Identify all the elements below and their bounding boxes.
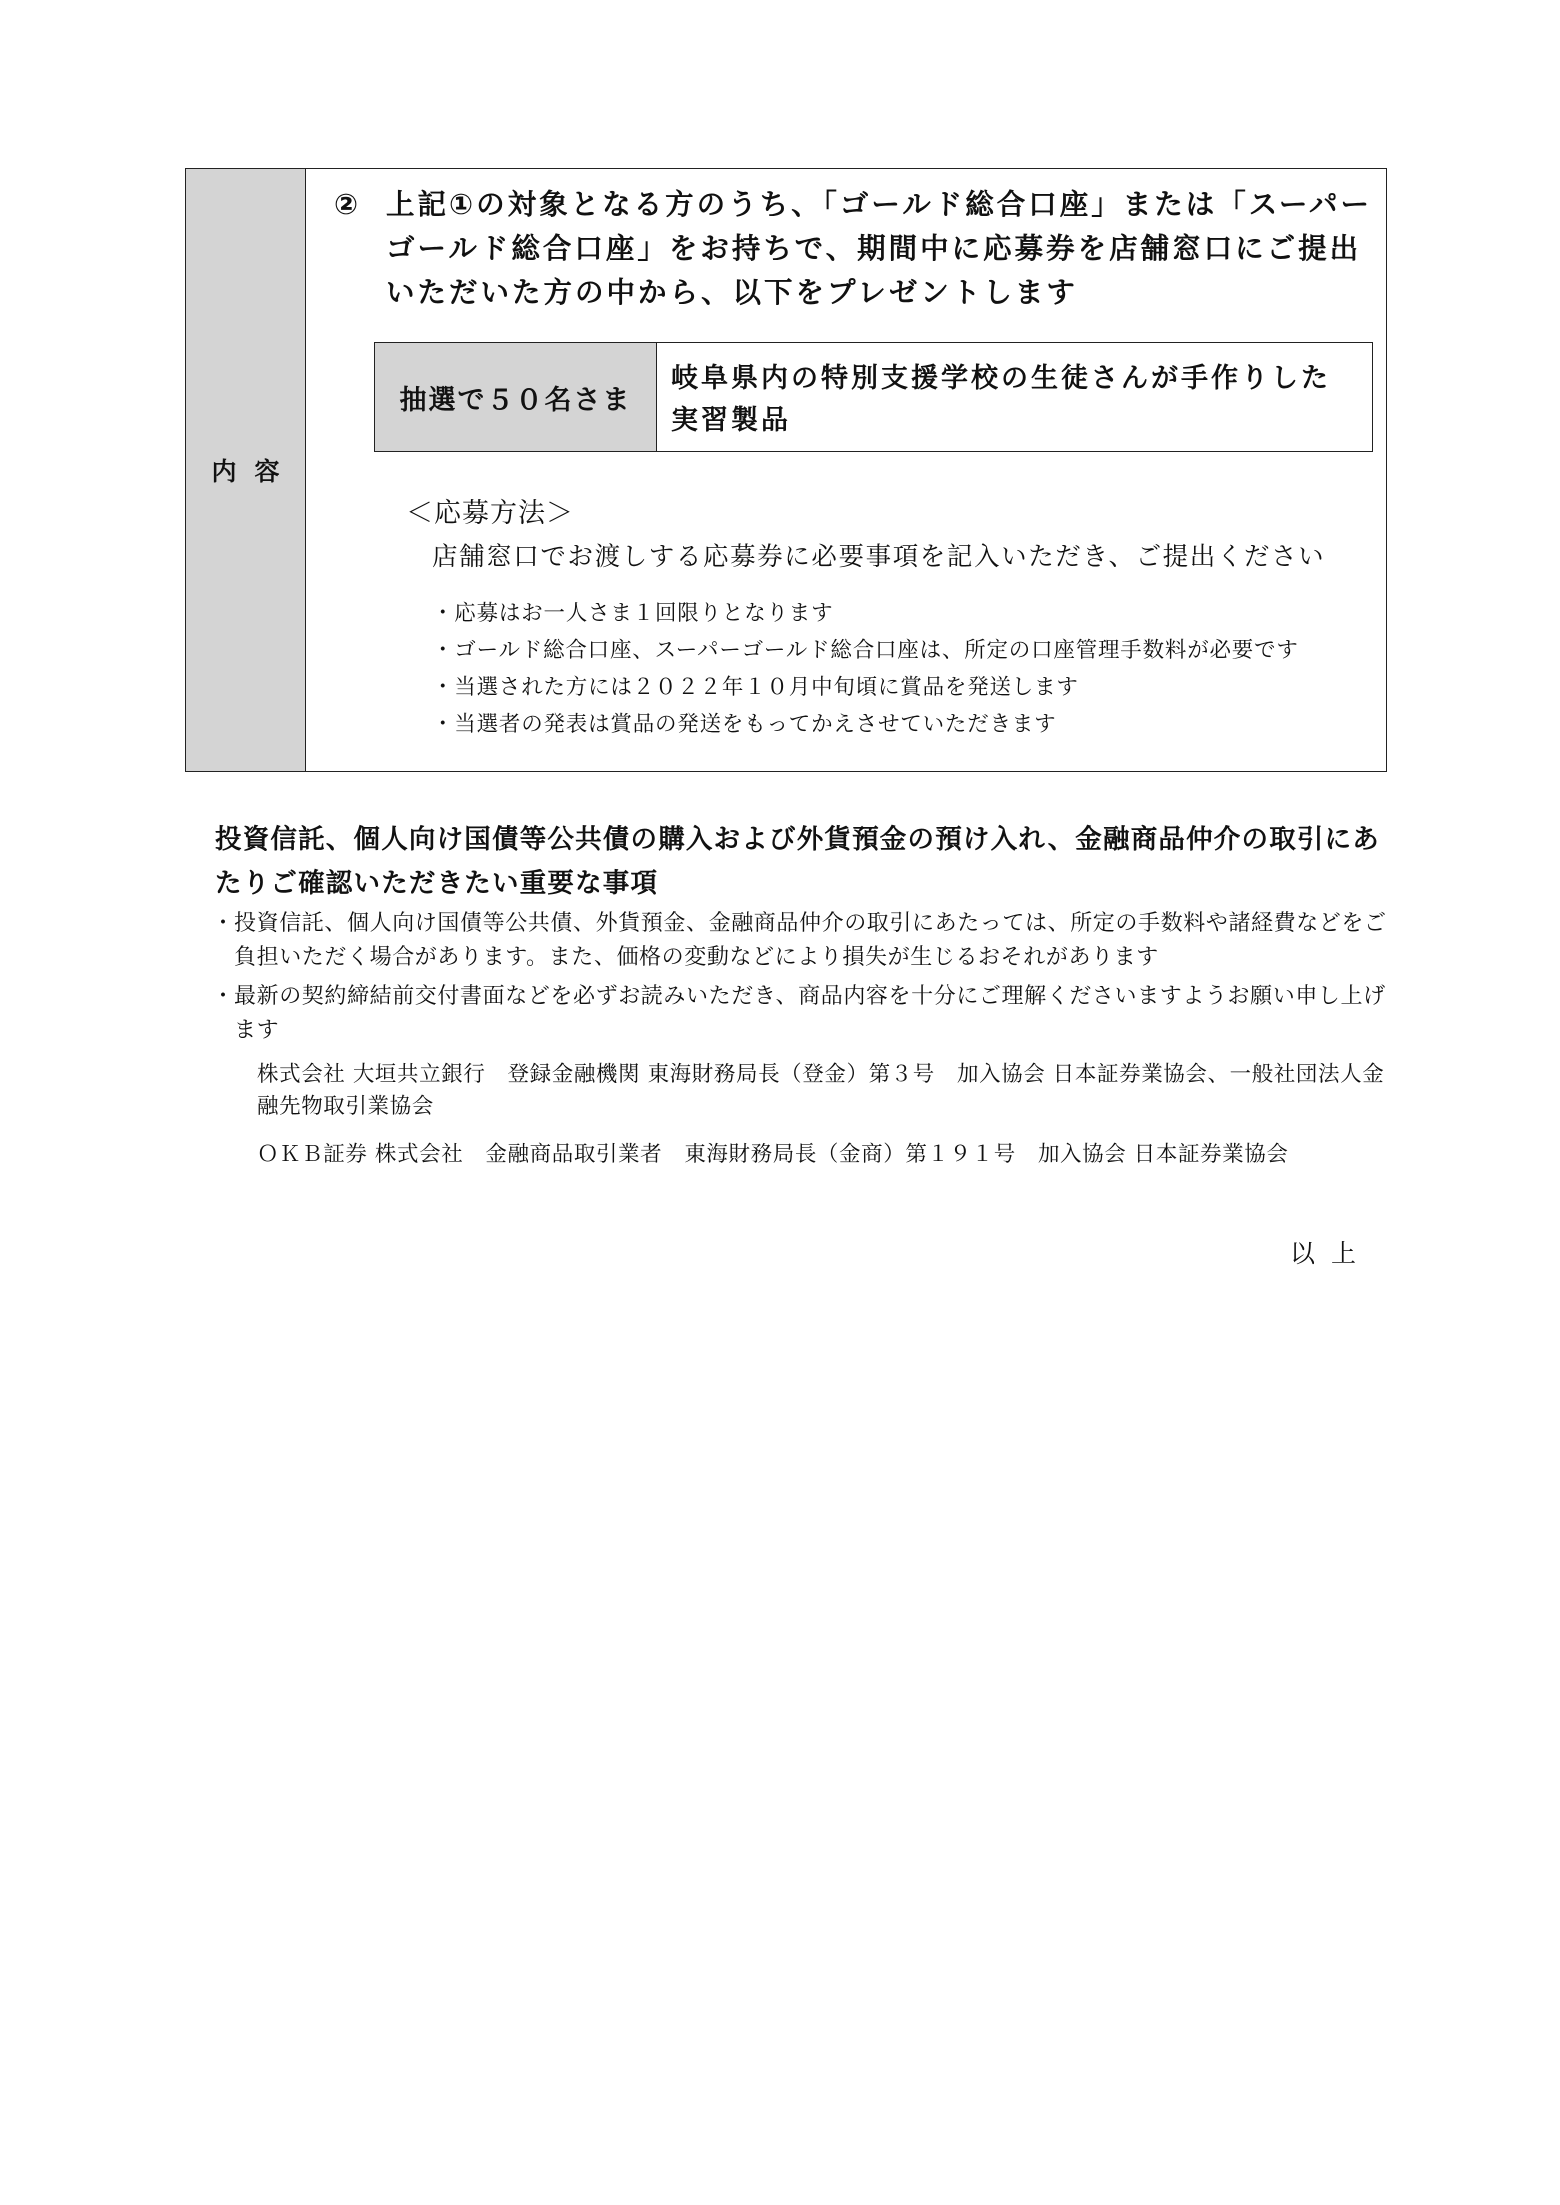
item-text: 上記①の対象となる方のうち、「ゴールド総合口座」または「スーパーゴールド総合口座」をお持ちで、期間中に応募券を店舗窓口にご提出いただいた方の中から、以下をプレゼントします [386, 188, 1372, 309]
method-text: 店舗窓口でお渡しする応募券に必要事項を記入いただき、ご提出ください [432, 542, 1326, 572]
item-heading [334, 183, 1374, 315]
table-label: 内容 [211, 457, 298, 486]
disclaimer-item [212, 907, 1387, 975]
method-title: ＜応募方法＞ [406, 498, 574, 529]
content-table [185, 168, 1387, 772]
note-item: ・ゴールド総合口座、スーパーゴールド総合口座は、所定の口座管理手数料が必要です [432, 638, 1299, 663]
closing-mark: 以上 [1290, 1239, 1373, 1268]
disclaimer-text: 投資信託、個人向け国債等公共債、外貨預金、金融商品仲介の取引にあたっては、所定の手数料や諸経費などをご負担いただく場合があります。また、価格の変動などにより損失が生じるおそれがあります [234, 911, 1387, 970]
disclaimer-item [212, 980, 1387, 1048]
prize-quantity: 抽選で５０名さま [375, 343, 657, 451]
note-item: ・応募はお一人さま１回限りとなります [432, 601, 834, 626]
company-info-securities: ＯＫＢ証券 株式会社 金融商品取引業者 東海財務局長（金商）第１９１号 加入協会 日本証券業協会 [257, 1142, 1289, 1167]
disclaimer-list [212, 907, 1387, 1053]
item-number: ② [334, 188, 362, 221]
notes-list [432, 595, 1299, 743]
disclaimer-text: 最新の契約締結前交付書面などを必ずお読みいただき、商品内容を十分にご理解くださいますようお願い申し上げます [234, 984, 1386, 1043]
table-body-cell [306, 169, 1386, 771]
note-item: ・当選者の発表は賞品の発送をもってかえさせていただきます [432, 712, 1057, 737]
company-info-bank: 株式会社 大垣共立銀行 登録金融機関 東海財務局長（登金）第３号 加入協会 日本証券業協会、一般社団法人金融先物取引業協会 [257, 1062, 1385, 1119]
notice-title: 投資信託、個人向け国債等公共債の購入および外貨預金の預け入れ、金融商品仲介の取引にあたりご確認いただきたい重要な事項 [215, 824, 1380, 899]
table-label-cell [186, 169, 306, 771]
prize-box [374, 342, 1373, 452]
prize-description: 岐阜県内の特別支援学校の生徒さんが手作りした実習製品 [671, 363, 1331, 436]
bullet: ・ [212, 911, 235, 936]
bullet: ・ [212, 984, 235, 1009]
note-item: ・当選された方には２０２２年１０月中旬頃に賞品を発送します [432, 675, 1079, 700]
